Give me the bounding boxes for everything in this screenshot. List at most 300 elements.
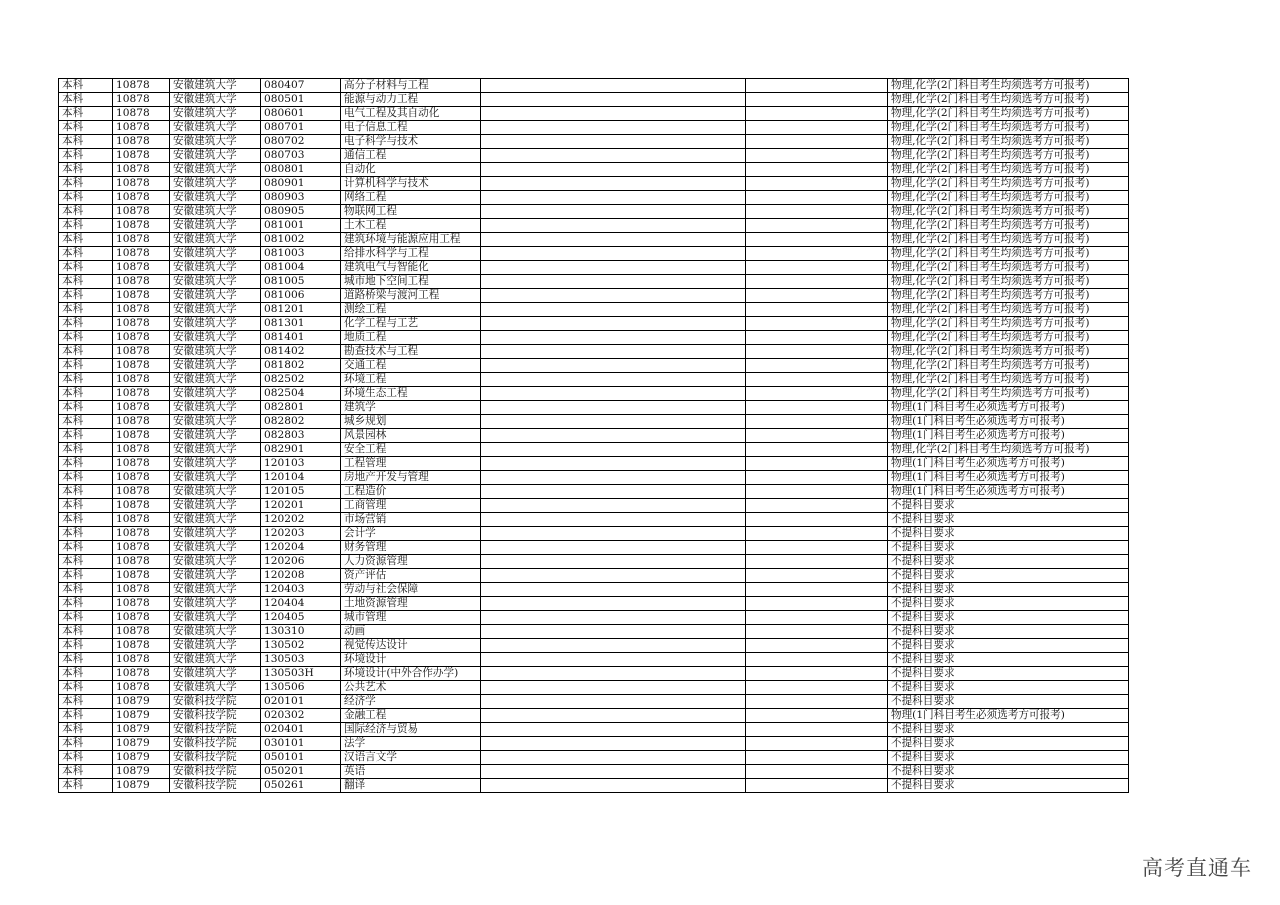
- level-cell: 本科: [59, 289, 113, 303]
- school-code-cell: 10878: [113, 219, 170, 233]
- major-code-cell: 120405: [261, 611, 341, 625]
- blank-cell: [481, 499, 746, 513]
- table-row: [59, 373, 1129, 387]
- level-cell: 本科: [59, 79, 113, 93]
- blank-cell: [481, 597, 746, 611]
- major-code-cell: 120201: [261, 499, 341, 513]
- major-name-cell: 能源与动力工程: [341, 93, 481, 107]
- blank-cell-2: [746, 303, 888, 317]
- school-name-cell: 安徽科技学院: [170, 723, 261, 737]
- blank-cell: [481, 387, 746, 401]
- subject-requirement-cell: 不提科目要求: [888, 569, 1129, 583]
- subject-requirement-cell: 物理,化学(2门科目考生均须选考方可报考): [888, 163, 1129, 177]
- blank-cell-2: [746, 345, 888, 359]
- major-name-cell: 经济学: [341, 695, 481, 709]
- subject-requirement-cell: 不提科目要求: [888, 583, 1129, 597]
- subject-requirement-cell: 物理,化学(2门科目考生均须选考方可报考): [888, 443, 1129, 457]
- table-row: [59, 681, 1129, 695]
- blank-cell-2: [746, 443, 888, 457]
- subject-requirement-cell: 物理,化学(2门科目考生均须选考方可报考): [888, 93, 1129, 107]
- blank-cell-2: [746, 177, 888, 191]
- school-code-cell: 10878: [113, 317, 170, 331]
- subject-requirement-cell: 不提科目要求: [888, 765, 1129, 779]
- major-code-cell: 081004: [261, 261, 341, 275]
- subject-requirement-cell: 物理,化学(2门科目考生均须选考方可报考): [888, 205, 1129, 219]
- table-row: [59, 457, 1129, 471]
- school-code-cell: 10878: [113, 205, 170, 219]
- blank-cell: [481, 205, 746, 219]
- subject-requirement-cell: 物理,化学(2门科目考生均须选考方可报考): [888, 275, 1129, 289]
- major-name-cell: 交通工程: [341, 359, 481, 373]
- subject-requirement-cell: 物理(1门科目考生必须选考方可报考): [888, 471, 1129, 485]
- major-code-cell: 081402: [261, 345, 341, 359]
- major-name-cell: 安全工程: [341, 443, 481, 457]
- subject-requirement-cell: 物理(1门科目考生必须选考方可报考): [888, 429, 1129, 443]
- school-code-cell: 10878: [113, 527, 170, 541]
- table-row: [59, 93, 1129, 107]
- level-cell: 本科: [59, 555, 113, 569]
- blank-cell-2: [746, 737, 888, 751]
- blank-cell: [481, 359, 746, 373]
- major-name-cell: 风景园林: [341, 429, 481, 443]
- level-cell: 本科: [59, 93, 113, 107]
- major-name-cell: 电子信息工程: [341, 121, 481, 135]
- school-name-cell: 安徽建筑大学: [170, 681, 261, 695]
- blank-cell: [481, 345, 746, 359]
- major-name-cell: 土木工程: [341, 219, 481, 233]
- school-code-cell: 10878: [113, 303, 170, 317]
- subject-requirement-cell: 不提科目要求: [888, 513, 1129, 527]
- level-cell: 本科: [59, 667, 113, 681]
- school-code-cell: 10878: [113, 163, 170, 177]
- subject-requirement-cell: 物理(1门科目考生必须选考方可报考): [888, 415, 1129, 429]
- major-name-cell: 道路桥梁与渡河工程: [341, 289, 481, 303]
- school-code-cell: 10878: [113, 415, 170, 429]
- admission-requirements-table: [58, 78, 1129, 793]
- table-row: [59, 765, 1129, 779]
- school-name-cell: 安徽建筑大学: [170, 513, 261, 527]
- blank-cell-2: [746, 135, 888, 149]
- subject-requirement-cell: 物理,化学(2门科目考生均须选考方可报考): [888, 149, 1129, 163]
- level-cell: 本科: [59, 527, 113, 541]
- major-name-cell: 勘查技术与工程: [341, 345, 481, 359]
- major-code-cell: 080407: [261, 79, 341, 93]
- table-row: [59, 205, 1129, 219]
- table-row: [59, 569, 1129, 583]
- blank-cell: [481, 625, 746, 639]
- school-name-cell: 安徽建筑大学: [170, 387, 261, 401]
- table-row: [59, 737, 1129, 751]
- blank-cell-2: [746, 373, 888, 387]
- blank-cell: [481, 93, 746, 107]
- school-code-cell: 10878: [113, 345, 170, 359]
- school-name-cell: 安徽建筑大学: [170, 261, 261, 275]
- table-row: [59, 219, 1129, 233]
- table-row: [59, 261, 1129, 275]
- school-name-cell: 安徽建筑大学: [170, 331, 261, 345]
- blank-cell: [481, 107, 746, 121]
- school-name-cell: 安徽建筑大学: [170, 289, 261, 303]
- major-name-cell: 公共艺术: [341, 681, 481, 695]
- subject-requirement-cell: 不提科目要求: [888, 723, 1129, 737]
- school-code-cell: 10878: [113, 485, 170, 499]
- table-row: [59, 317, 1129, 331]
- blank-cell: [481, 611, 746, 625]
- major-code-cell: 080501: [261, 93, 341, 107]
- level-cell: 本科: [59, 765, 113, 779]
- blank-cell-2: [746, 317, 888, 331]
- table-row: [59, 583, 1129, 597]
- level-cell: 本科: [59, 639, 113, 653]
- level-cell: 本科: [59, 233, 113, 247]
- school-code-cell: 10878: [113, 597, 170, 611]
- blank-cell: [481, 765, 746, 779]
- school-name-cell: 安徽建筑大学: [170, 471, 261, 485]
- level-cell: 本科: [59, 471, 113, 485]
- blank-cell: [481, 541, 746, 555]
- blank-cell: [481, 247, 746, 261]
- major-code-cell: 130506: [261, 681, 341, 695]
- school-name-cell: 安徽建筑大学: [170, 667, 261, 681]
- level-cell: 本科: [59, 681, 113, 695]
- table-row: [59, 667, 1129, 681]
- level-cell: 本科: [59, 569, 113, 583]
- school-name-cell: 安徽建筑大学: [170, 373, 261, 387]
- level-cell: 本科: [59, 177, 113, 191]
- blank-cell-2: [746, 401, 888, 415]
- subject-requirement-cell: 物理(1门科目考生必须选考方可报考): [888, 709, 1129, 723]
- blank-cell-2: [746, 569, 888, 583]
- level-cell: 本科: [59, 779, 113, 793]
- table-row: [59, 359, 1129, 373]
- blank-cell-2: [746, 107, 888, 121]
- school-code-cell: 10878: [113, 583, 170, 597]
- school-name-cell: 安徽建筑大学: [170, 177, 261, 191]
- table-row: [59, 541, 1129, 555]
- blank-cell: [481, 303, 746, 317]
- blank-cell: [481, 471, 746, 485]
- level-cell: 本科: [59, 415, 113, 429]
- blank-cell: [481, 79, 746, 93]
- subject-requirement-cell: 物理,化学(2门科目考生均须选考方可报考): [888, 303, 1129, 317]
- major-name-cell: 自动化: [341, 163, 481, 177]
- subject-requirement-cell: 物理,化学(2门科目考生均须选考方可报考): [888, 233, 1129, 247]
- table-row: [59, 303, 1129, 317]
- table-row: [59, 443, 1129, 457]
- major-code-cell: 080601: [261, 107, 341, 121]
- subject-requirement-cell: 不提科目要求: [888, 541, 1129, 555]
- school-code-cell: 10878: [113, 541, 170, 555]
- major-code-cell: 081301: [261, 317, 341, 331]
- school-code-cell: 10879: [113, 737, 170, 751]
- school-name-cell: 安徽建筑大学: [170, 345, 261, 359]
- level-cell: 本科: [59, 457, 113, 471]
- school-code-cell: 10878: [113, 289, 170, 303]
- blank-cell-2: [746, 331, 888, 345]
- subject-requirement-cell: 物理,化学(2门科目考生均须选考方可报考): [888, 121, 1129, 135]
- school-code-cell: 10878: [113, 429, 170, 443]
- level-cell: 本科: [59, 135, 113, 149]
- blank-cell-2: [746, 625, 888, 639]
- blank-cell: [481, 135, 746, 149]
- school-code-cell: 10878: [113, 513, 170, 527]
- major-code-cell: 120204: [261, 541, 341, 555]
- table-row: [59, 177, 1129, 191]
- major-code-cell: 081003: [261, 247, 341, 261]
- subject-requirement-cell: 物理,化学(2门科目考生均须选考方可报考): [888, 191, 1129, 205]
- blank-cell-2: [746, 779, 888, 793]
- table-row: [59, 191, 1129, 205]
- school-name-cell: 安徽建筑大学: [170, 625, 261, 639]
- school-code-cell: 10878: [113, 191, 170, 205]
- school-code-cell: 10878: [113, 275, 170, 289]
- school-name-cell: 安徽建筑大学: [170, 247, 261, 261]
- subject-requirement-cell: 物理,化学(2门科目考生均须选考方可报考): [888, 289, 1129, 303]
- level-cell: 本科: [59, 737, 113, 751]
- table-row: [59, 233, 1129, 247]
- major-code-cell: 120403: [261, 583, 341, 597]
- major-code-cell: 130503: [261, 653, 341, 667]
- school-code-cell: 10878: [113, 177, 170, 191]
- blank-cell-2: [746, 415, 888, 429]
- blank-cell: [481, 401, 746, 415]
- subject-requirement-cell: 物理,化学(2门科目考生均须选考方可报考): [888, 317, 1129, 331]
- subject-requirement-cell: 不提科目要求: [888, 667, 1129, 681]
- school-code-cell: 10878: [113, 373, 170, 387]
- school-code-cell: 10878: [113, 639, 170, 653]
- blank-cell: [481, 695, 746, 709]
- blank-cell-2: [746, 121, 888, 135]
- school-code-cell: 10878: [113, 457, 170, 471]
- subject-requirement-cell: 物理(1门科目考生必须选考方可报考): [888, 457, 1129, 471]
- major-code-cell: 120105: [261, 485, 341, 499]
- school-name-cell: 安徽建筑大学: [170, 219, 261, 233]
- table-row: [59, 163, 1129, 177]
- school-name-cell: 安徽建筑大学: [170, 79, 261, 93]
- major-code-cell: 130503H: [261, 667, 341, 681]
- school-name-cell: 安徽建筑大学: [170, 93, 261, 107]
- blank-cell: [481, 275, 746, 289]
- level-cell: 本科: [59, 261, 113, 275]
- subject-requirement-cell: 物理,化学(2门科目考生均须选考方可报考): [888, 247, 1129, 261]
- major-name-cell: 市场营销: [341, 513, 481, 527]
- major-code-cell: 120104: [261, 471, 341, 485]
- major-code-cell: 050261: [261, 779, 341, 793]
- subject-requirement-cell: 不提科目要求: [888, 737, 1129, 751]
- blank-cell-2: [746, 765, 888, 779]
- blank-cell-2: [746, 583, 888, 597]
- blank-cell-2: [746, 695, 888, 709]
- school-name-cell: 安徽科技学院: [170, 751, 261, 765]
- blank-cell: [481, 163, 746, 177]
- blank-cell: [481, 751, 746, 765]
- level-cell: 本科: [59, 597, 113, 611]
- major-name-cell: 物联网工程: [341, 205, 481, 219]
- school-code-cell: 10879: [113, 709, 170, 723]
- major-code-cell: 081201: [261, 303, 341, 317]
- school-code-cell: 10878: [113, 149, 170, 163]
- blank-cell-2: [746, 499, 888, 513]
- school-name-cell: 安徽建筑大学: [170, 541, 261, 555]
- table-row: [59, 121, 1129, 135]
- major-code-cell: 030101: [261, 737, 341, 751]
- level-cell: 本科: [59, 107, 113, 121]
- school-name-cell: 安徽科技学院: [170, 737, 261, 751]
- school-name-cell: 安徽建筑大学: [170, 135, 261, 149]
- level-cell: 本科: [59, 163, 113, 177]
- blank-cell: [481, 513, 746, 527]
- blank-cell: [481, 149, 746, 163]
- level-cell: 本科: [59, 695, 113, 709]
- school-code-cell: 10878: [113, 135, 170, 149]
- major-code-cell: 082802: [261, 415, 341, 429]
- table-row: [59, 79, 1129, 93]
- blank-cell-2: [746, 93, 888, 107]
- major-name-cell: 电子科学与技术: [341, 135, 481, 149]
- school-name-cell: 安徽建筑大学: [170, 457, 261, 471]
- major-name-cell: 国际经济与贸易: [341, 723, 481, 737]
- subject-requirement-cell: 不提科目要求: [888, 751, 1129, 765]
- major-code-cell: 082502: [261, 373, 341, 387]
- major-code-cell: 080905: [261, 205, 341, 219]
- blank-cell: [481, 653, 746, 667]
- blank-cell: [481, 737, 746, 751]
- major-name-cell: 环境设计(中外合作办学): [341, 667, 481, 681]
- table-row: [59, 401, 1129, 415]
- blank-cell: [481, 555, 746, 569]
- table-row: [59, 639, 1129, 653]
- major-name-cell: 建筑学: [341, 401, 481, 415]
- blank-cell: [481, 709, 746, 723]
- school-name-cell: 安徽建筑大学: [170, 205, 261, 219]
- blank-cell: [481, 667, 746, 681]
- subject-requirement-cell: 不提科目要求: [888, 653, 1129, 667]
- level-cell: 本科: [59, 611, 113, 625]
- blank-cell: [481, 457, 746, 471]
- major-name-cell: 城市地下空间工程: [341, 275, 481, 289]
- school-name-cell: 安徽建筑大学: [170, 555, 261, 569]
- subject-requirement-cell: 物理,化学(2门科目考生均须选考方可报考): [888, 107, 1129, 121]
- level-cell: 本科: [59, 583, 113, 597]
- level-cell: 本科: [59, 541, 113, 555]
- table-row: [59, 695, 1129, 709]
- school-code-cell: 10878: [113, 247, 170, 261]
- blank-cell: [481, 583, 746, 597]
- subject-requirement-cell: 不提科目要求: [888, 527, 1129, 541]
- school-code-cell: 10878: [113, 569, 170, 583]
- subject-requirement-cell: 不提科目要求: [888, 597, 1129, 611]
- school-name-cell: 安徽建筑大学: [170, 107, 261, 121]
- table-row: [59, 107, 1129, 121]
- major-name-cell: 英语: [341, 765, 481, 779]
- table-row: [59, 247, 1129, 261]
- school-name-cell: 安徽建筑大学: [170, 163, 261, 177]
- blank-cell: [481, 373, 746, 387]
- major-code-cell: 120206: [261, 555, 341, 569]
- school-code-cell: 10878: [113, 331, 170, 345]
- school-code-cell: 10878: [113, 555, 170, 569]
- school-name-cell: 安徽科技学院: [170, 695, 261, 709]
- major-name-cell: 汉语言文学: [341, 751, 481, 765]
- level-cell: 本科: [59, 401, 113, 415]
- level-cell: 本科: [59, 191, 113, 205]
- major-name-cell: 财务管理: [341, 541, 481, 555]
- blank-cell: [481, 261, 746, 275]
- school-code-cell: 10878: [113, 107, 170, 121]
- subject-requirement-cell: 不提科目要求: [888, 499, 1129, 513]
- blank-cell-2: [746, 653, 888, 667]
- table-row: [59, 513, 1129, 527]
- level-cell: 本科: [59, 359, 113, 373]
- school-name-cell: 安徽建筑大学: [170, 415, 261, 429]
- blank-cell-2: [746, 289, 888, 303]
- major-name-cell: 劳动与社会保障: [341, 583, 481, 597]
- watermark-text: 高考直通车: [1142, 856, 1252, 880]
- school-code-cell: 10878: [113, 121, 170, 135]
- major-code-cell: 080901: [261, 177, 341, 191]
- major-name-cell: 环境设计: [341, 653, 481, 667]
- school-code-cell: 10878: [113, 667, 170, 681]
- major-name-cell: 土地资源管理: [341, 597, 481, 611]
- table-row: [59, 387, 1129, 401]
- level-cell: 本科: [59, 709, 113, 723]
- blank-cell-2: [746, 163, 888, 177]
- subject-requirement-cell: 不提科目要求: [888, 681, 1129, 695]
- major-code-cell: 080801: [261, 163, 341, 177]
- major-code-cell: 082801: [261, 401, 341, 415]
- major-name-cell: 人力资源管理: [341, 555, 481, 569]
- level-cell: 本科: [59, 149, 113, 163]
- school-name-cell: 安徽建筑大学: [170, 611, 261, 625]
- level-cell: 本科: [59, 219, 113, 233]
- major-name-cell: 工程造价: [341, 485, 481, 499]
- level-cell: 本科: [59, 625, 113, 639]
- level-cell: 本科: [59, 653, 113, 667]
- school-name-cell: 安徽建筑大学: [170, 233, 261, 247]
- school-code-cell: 10878: [113, 233, 170, 247]
- table-body: [59, 79, 1129, 793]
- table-row: [59, 415, 1129, 429]
- school-code-cell: 10879: [113, 695, 170, 709]
- blank-cell-2: [746, 527, 888, 541]
- blank-cell-2: [746, 667, 888, 681]
- school-code-cell: 10879: [113, 723, 170, 737]
- school-name-cell: 安徽建筑大学: [170, 149, 261, 163]
- major-name-cell: 会计学: [341, 527, 481, 541]
- subject-requirement-cell: 物理,化学(2门科目考生均须选考方可报考): [888, 261, 1129, 275]
- table-row: [59, 527, 1129, 541]
- blank-cell: [481, 443, 746, 457]
- subject-requirement-cell: 物理,化学(2门科目考生均须选考方可报考): [888, 219, 1129, 233]
- school-name-cell: 安徽建筑大学: [170, 443, 261, 457]
- blank-cell-2: [746, 751, 888, 765]
- level-cell: 本科: [59, 387, 113, 401]
- level-cell: 本科: [59, 247, 113, 261]
- level-cell: 本科: [59, 303, 113, 317]
- major-name-cell: 工商管理: [341, 499, 481, 513]
- school-code-cell: 10879: [113, 765, 170, 779]
- school-name-cell: 安徽建筑大学: [170, 317, 261, 331]
- major-name-cell: 计算机科学与技术: [341, 177, 481, 191]
- blank-cell-2: [746, 471, 888, 485]
- school-code-cell: 10879: [113, 779, 170, 793]
- blank-cell: [481, 289, 746, 303]
- major-code-cell: 082803: [261, 429, 341, 443]
- major-name-cell: 金融工程: [341, 709, 481, 723]
- level-cell: 本科: [59, 485, 113, 499]
- table-row: [59, 751, 1129, 765]
- subject-requirement-cell: 物理,化学(2门科目考生均须选考方可报考): [888, 79, 1129, 93]
